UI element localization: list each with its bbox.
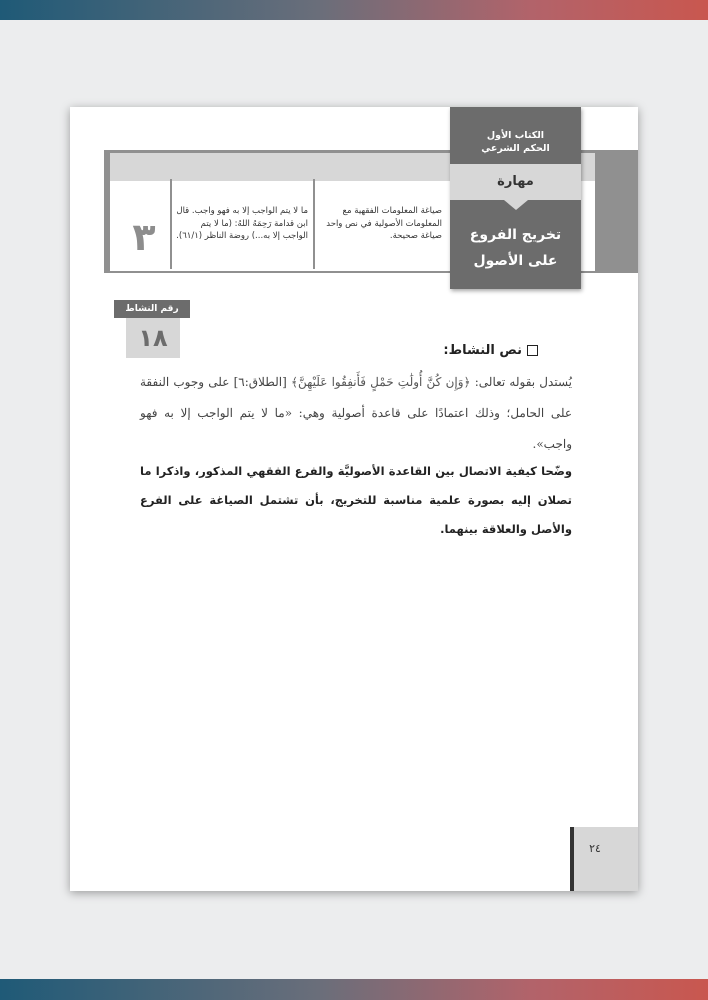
column-separator (170, 179, 172, 269)
passage-rest: على وجوب النفقة على الحامل؛ وذلك اعتمادًا على قاعدة أصولية وهي: «ما لا يتم الواجب إلا به فهو واجب». (140, 375, 572, 451)
activity-passage (140, 367, 572, 460)
page-number: ٢٤ (589, 842, 601, 855)
book-line-2: الحكم الشرعي (481, 143, 550, 154)
column-separator (313, 179, 315, 269)
top-gradient-bar (0, 0, 708, 20)
activity-text-heading (443, 343, 538, 358)
verse-reference: [الطلاق:٦] (233, 375, 287, 389)
footer-strip (570, 827, 638, 891)
checkbox-square-icon (527, 345, 538, 356)
footer-bar (570, 827, 574, 891)
location-title: الموقع (221, 134, 265, 149)
skill-name (450, 222, 581, 274)
activity-task: وضّحا كيفية الاتصال بين القاعدة الأصوليَّة والفرع الفقهي المذكور، واذكرا ما تصلان إليه بصورة علمية مناسبة للتخريج، بأن تشتمل الصياغة على الفرع والأصل والعلاقة بينهما. (140, 464, 572, 536)
book-title (450, 129, 581, 155)
level-value: ٣ (132, 215, 156, 259)
passage-intro: يُستدل بقوله تعالى: (474, 375, 572, 389)
skill-label: مهارة (450, 164, 581, 200)
book-line-1: الكتاب الأول (486, 130, 545, 141)
skill-panel (450, 107, 581, 289)
goal-title: الهـدف (357, 134, 403, 149)
heading-label: نص النشاط: (443, 343, 522, 358)
skill-arrow-icon (504, 200, 528, 210)
goal-text: صياغة المعلومات الفقهية مع المعلومات الأصولية في نص واحد صياغة صحيحة. (326, 206, 442, 241)
book-page (70, 107, 638, 891)
bottom-gradient-bar (0, 979, 708, 1000)
quran-verse: ﴿وَإِن كُنَّ أُولَٰتِ حَمْلٍ فَأَنفِقُوا عَلَيْهِنَّ﴾ (290, 375, 471, 389)
activity-number: ١٨ (126, 318, 180, 358)
skill-name-line-2: على الأصول (473, 253, 558, 269)
level-title: المستوى (112, 134, 170, 149)
location-text: ما لا يتم الواجب إلا به فهو واجب. قال ابن قدامة رَحِمَهُ اللهُ: (ما لا يتم الواجب إلا به...) روضة الناظر (٦١/١). (176, 206, 308, 241)
skill-name-line-1: تخريج الفروع (469, 227, 562, 243)
activity-label: رقم النشاط (114, 300, 190, 318)
